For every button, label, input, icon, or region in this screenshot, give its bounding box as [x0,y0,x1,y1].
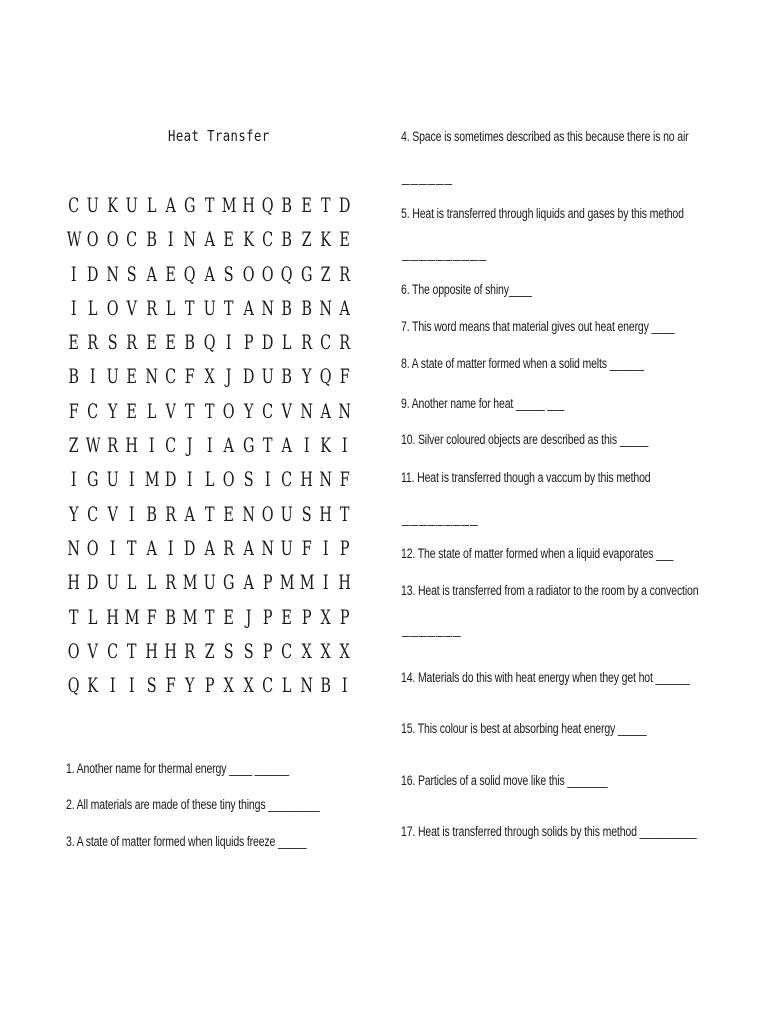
word-search-grid [64,193,360,707]
grid-letter: P [262,638,273,663]
grid-letter: D [339,193,351,217]
grid-letter: B [281,364,293,389]
grid-letter: F [68,398,79,423]
grid-letter: B [320,673,332,698]
grid-letter: I [342,673,349,698]
grid-letter: H [319,501,333,526]
grid-letter: V [165,398,176,423]
grid-letter: N [67,535,80,560]
question-6: 6. The opposite of shiny____ [401,282,532,297]
grid-letter: Q [184,261,196,286]
grid-letter: H [125,433,139,458]
grid-letter: I [342,433,349,458]
grid-letter: I [148,433,155,458]
grid-letter: H [164,638,177,663]
grid-letter: R [126,330,138,355]
grid-letter: B [165,604,176,629]
grid-letter: Z [204,638,215,663]
grid-letter: V [107,501,118,526]
grid-letter: U [106,364,119,389]
grid-letter: H [67,570,80,595]
grid-letter: I [70,295,77,320]
grid-letter: N [319,467,333,492]
grid-row [64,227,360,261]
grid-letter: L [127,570,137,595]
question-10: 10. Silver coloured objects are described as this _____ [401,432,649,447]
grid-letter: O [67,638,80,663]
grid-row [64,502,360,536]
grid-row [64,364,360,398]
grid-letter: I [129,467,135,492]
grid-letter: M [299,570,315,595]
grid-letter: E [165,330,176,355]
question-3: 3. A state of matter formed when liquids freeze _____ [66,834,307,849]
grid-letter: F [301,535,312,560]
grid-letter: U [203,570,216,595]
grid-letter: W [86,433,101,458]
grid-letter: I [322,570,329,595]
grid-letter: M [124,604,140,629]
grid-letter: T [204,501,215,526]
question-4: 4. Space is sometimes described as this because there is no air [401,129,689,144]
grid-letter: R [87,330,99,355]
grid-letter: C [87,398,99,423]
grid-letter: I [303,433,310,458]
grid-letter: Y [107,398,118,423]
grid-letter: K [320,227,332,252]
grid-letter: N [319,295,333,320]
grid-letter: A [243,295,254,320]
grid-letter: I [129,673,135,698]
grid-letter: G [300,261,313,286]
grid-letter: Y [68,501,79,526]
grid-letter: N [300,673,313,698]
grid-letter: Z [320,261,331,286]
grid-letter: O [87,227,99,252]
grid-letter: T [262,433,273,458]
grid-letter: B [281,295,293,320]
grid-letter: L [146,193,157,217]
grid-letter: B [184,330,196,355]
grid-letter: F [165,673,176,698]
question-2: 2. All materials are made of these tiny things _________ [66,797,320,812]
grid-row [64,330,360,364]
grid-letter: Q [261,193,274,217]
grid-letter: U [106,570,119,595]
grid-letter: I [187,467,193,492]
grid-letter: P [204,673,215,698]
grid-letter: N [183,227,197,252]
grid-letter: R [165,570,177,595]
grid-letter: P [340,535,351,560]
grid-letter: V [126,295,138,320]
grid-letter: C [87,501,99,526]
grid-letter: I [109,673,116,698]
grid-letter: P [262,604,273,629]
grid-letter: T [127,638,137,663]
grid-letter: X [320,638,331,663]
grid-letter: P [340,604,351,629]
grid-letter: I [225,330,232,355]
grid-letter: I [264,467,271,492]
grid-letter: R [339,330,351,355]
grid-letter: B [145,227,157,252]
grid-letter: E [301,193,312,217]
grid-letter: N [338,398,352,423]
question-17: 17. Heat is transferred through solids by this method __________ [401,824,697,839]
grid-letter: J [245,604,252,629]
grid-row [64,673,360,707]
grid-letter: T [340,501,350,526]
grid-letter: C [68,193,80,217]
grid-letter: R [107,433,118,458]
grid-letter: A [204,535,215,560]
grid-letter: T [204,193,215,217]
grid-letter: N [241,501,255,526]
grid-letter: E [165,261,176,286]
grid-letter: U [125,193,138,217]
question-9: 9. Another name for heat _____ ___ [401,396,565,411]
grid-letter: I [70,261,77,286]
grid-letter: S [146,673,157,698]
grid-letter: B [145,501,157,526]
grid-letter: F [340,467,351,492]
grid-row [64,399,360,433]
grid-letter: H [241,193,255,217]
grid-letter: D [164,467,177,492]
grid-letter: D [184,535,196,560]
grid-letter: U [261,364,274,389]
grid-letter: E [126,364,138,389]
grid-letter: I [167,535,174,560]
grid-letter: C [262,673,274,698]
grid-letter: J [225,364,232,389]
question-1: 1. Another name for thermal energy ____ ______ [66,761,289,776]
grid-letter: A [281,433,293,458]
grid-letter: T [320,193,331,217]
grid-letter: C [281,638,293,663]
grid-letter: C [165,364,177,389]
grid-letter: D [87,261,99,286]
grid-letter: O [106,295,119,320]
grid-letter: X [223,673,234,698]
question-12: 12. The state of matter formed when a liquid evaporates ___ [401,546,674,561]
grid-letter: M [144,467,160,492]
grid-letter: H [300,467,313,492]
grid-letter: S [107,330,118,355]
grid-letter: I [90,364,96,389]
grid-letter: X [204,364,215,389]
grid-letter: G [87,467,99,492]
grid-letter: O [222,398,235,423]
grid-row [64,639,360,673]
grid-letter: F [185,364,196,389]
grid-letter: V [87,638,99,663]
grid-letter: R [339,261,351,286]
grid-letter: O [106,227,119,252]
grid-letter: S [223,261,234,286]
grid-letter: A [243,535,254,560]
grid-letter: T [185,398,195,423]
grid-letter: A [165,193,176,217]
grid-letter: A [146,261,157,286]
grid-letter: Y [185,673,195,698]
grid-letter: E [223,604,235,629]
grid-letter: O [87,535,99,560]
grid-letter: W [66,227,82,252]
grid-letter: L [204,467,215,492]
grid-letter: K [320,433,332,458]
grid-letter: I [206,433,213,458]
grid-letter: R [223,535,235,560]
grid-row [64,536,360,570]
grid-letter: U [280,535,294,560]
grid-letter: D [87,570,99,595]
grid-letter: K [107,193,118,217]
grid-letter: T [68,604,79,629]
grid-letter: L [282,673,292,698]
grid-letter: D [242,364,254,389]
grid-letter: S [223,638,234,663]
grid-letter: V [281,398,293,423]
grid-letter: S [126,261,137,286]
grid-letter: O [261,261,274,286]
worksheet-title: Heat Transfer [168,127,270,145]
grid-letter: C [165,433,177,458]
grid-letter: Q [203,330,216,355]
grid-letter: C [106,638,118,663]
grid-letter: E [223,501,235,526]
grid-letter: L [88,604,98,629]
grid-letter: M [183,570,198,595]
question-5: 5. Heat is transferred through liquids and gases by this method [401,206,684,221]
question-11: 11. Heat is transferred though a vaccum by this method [401,470,651,485]
grid-letter: A [204,261,215,286]
grid-letter: A [320,398,331,423]
grid-letter: Q [319,364,332,389]
grid-row [64,467,360,501]
grid-letter: B [281,193,293,217]
grid-letter: G [184,193,196,217]
grid-letter: C [126,227,138,252]
grid-letter: U [280,501,294,526]
grid-letter: R [145,295,157,320]
grid-letter: P [301,604,312,629]
grid-letter: X [301,638,312,663]
grid-letter: S [301,501,312,526]
grid-letter: F [340,364,351,389]
grid-letter: P [243,330,254,355]
question-7: 7. This word means that material gives out heat energy ____ [401,319,675,334]
grid-letter: D [261,330,274,355]
grid-letter: L [146,398,157,423]
grid-letter: E [223,227,235,252]
question-15: 15. This colour is best at absorbing heat energy _____ [401,721,647,736]
grid-letter: T [127,535,137,560]
grid-letter: N [106,261,119,286]
grid-letter: Z [68,433,79,458]
grid-letter: M [221,193,237,217]
grid-letter: A [184,501,196,526]
grid-letter: N [144,364,158,389]
grid-letter: T [204,604,215,629]
grid-letter: N [300,398,313,423]
grid-letter: L [146,570,157,595]
grid-letter: Z [301,227,312,252]
question-8: 8. A state of matter formed when a solid melts ______ [401,356,644,371]
grid-letter: I [109,535,116,560]
grid-letter: T [185,295,195,320]
grid-row [64,605,360,639]
question-14: 14. Materials do this with heat energy when they get hot ______ [401,670,690,685]
grid-row [64,193,360,227]
grid-letter: X [320,604,331,629]
grid-letter: K [242,227,254,252]
grid-letter: I [322,535,329,560]
grid-letter: T [224,295,234,320]
grid-letter: R [184,638,196,663]
grid-letter: S [243,638,254,663]
grid-letter: E [68,330,79,355]
grid-letter: B [301,295,312,320]
grid-row [64,262,360,296]
grid-letter: B [281,227,293,252]
grid-letter: U [203,295,216,320]
grid-letter: A [243,570,254,595]
question-11-blank: _________ [402,511,479,526]
grid-letter: Q [281,261,293,286]
grid-letter: N [261,295,274,320]
grid-letter: E [145,330,157,355]
grid-letter: G [242,433,254,458]
grid-letter: H [144,638,158,663]
grid-letter: B [68,364,79,389]
grid-letter: H [106,604,119,629]
grid-letter: Y [243,398,253,423]
grid-letter: F [146,604,157,629]
grid-letter: S [243,467,254,492]
grid-letter: Y [301,364,312,389]
grid-letter: R [165,501,177,526]
grid-letter: P [262,570,273,595]
grid-letter: E [281,604,293,629]
grid-letter: Q [67,673,80,698]
grid-letter: I [167,227,174,252]
grid-letter: X [340,638,351,663]
grid-letter: L [282,330,292,355]
grid-letter: M [183,604,198,629]
grid-letter: A [339,295,351,320]
grid-letter: U [106,467,119,492]
grid-letter: C [281,467,293,492]
grid-row [64,570,360,604]
grid-letter: K [87,673,99,698]
grid-letter: T [204,398,215,423]
grid-letter: C [320,330,332,355]
grid-letter: O [261,501,274,526]
grid-letter: U [87,193,100,217]
grid-letter: L [88,295,98,320]
grid-letter: A [146,535,157,560]
grid-letter: E [126,398,138,423]
grid-letter: E [339,227,351,252]
grid-letter: R [300,330,312,355]
grid-letter: A [204,227,215,252]
grid-letter: G [223,570,235,595]
grid-letter: C [262,227,274,252]
grid-letter: I [70,467,77,492]
grid-letter: C [262,398,274,423]
grid-letter: N [261,535,274,560]
question-13: 13. Heat is transferred from a radiator to the room by a convection [401,583,699,598]
grid-letter: A [223,433,235,458]
grid-letter: H [338,570,352,595]
grid-letter: O [242,261,255,286]
grid-letter: M [280,570,295,595]
grid-letter: I [129,501,135,526]
question-5-blank: __________ [402,246,488,261]
grid-row [64,433,360,467]
grid-letter: J [187,433,193,458]
question-13-blank: _______ [402,622,462,637]
grid-letter: L [165,295,176,320]
grid-row [64,296,360,330]
grid-letter: O [222,467,235,492]
question-16: 16. Particles of a solid move like this _______ [401,773,608,788]
question-4-blank: ______ [402,170,454,185]
grid-letter: X [243,673,254,698]
